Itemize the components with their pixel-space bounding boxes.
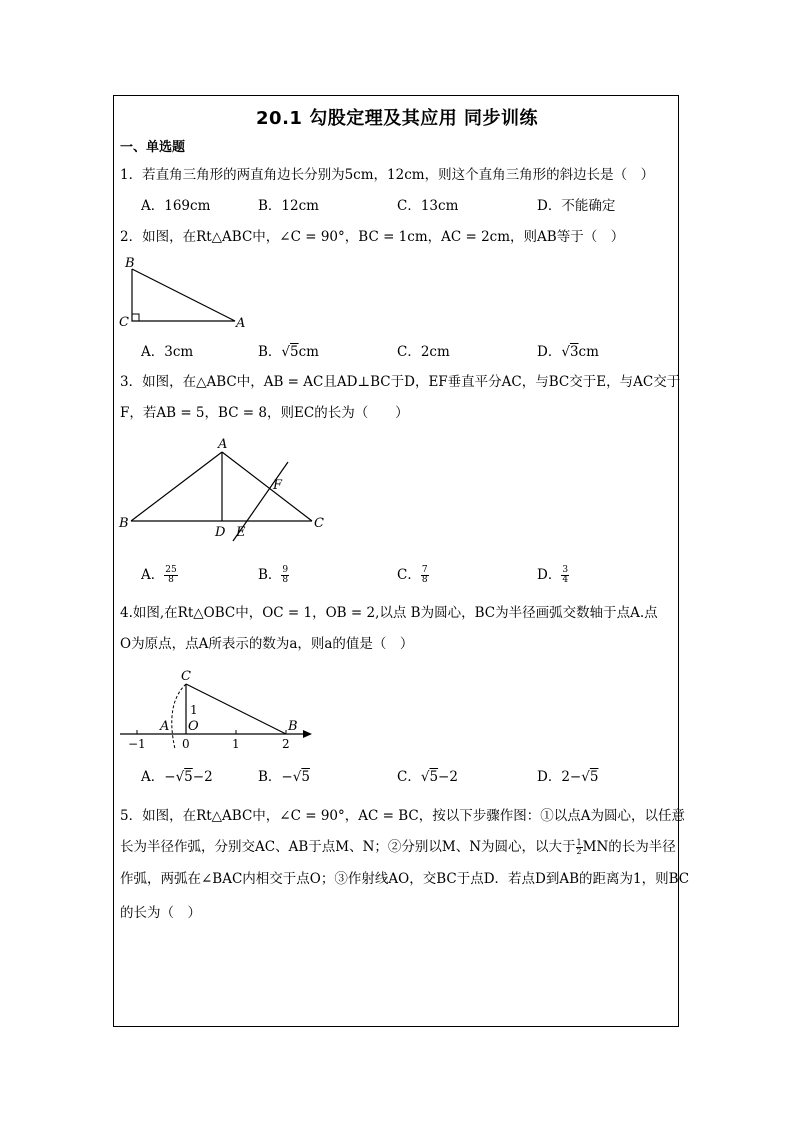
question-4-line-1: 4.如图,在Rt△OBC中，OC = 1，OB = 2,以点 B为圆心，BC为半径画弧交数轴于点A.点 (120, 605, 658, 621)
question-1-text: 1．若直角三角形的两直角边长分别为5cm，12cm，则这个直角三角形的斜边长是（ ） (120, 167, 655, 183)
question-3-line-1: 3．如图，在△ABC中，AB = AC且AD⊥BC于D，EF垂直平分AC，与BC交于E，与AC交于 (120, 374, 681, 390)
question-5-line-1: 5．如图，在Rt△ABC中，∠C = 90°，AC = BC，按以下步骤作图：①以点A为圆心，以任意 (120, 808, 685, 824)
question-5-line-2: 长为半径作弧，分别交AC、AB于点M、N；②分别以M、N为圆心，以大于 $\frac{1}{2}$ MN的长为半径 (120, 838, 676, 856)
q3-option-c: C． $\frac{7}{8}$ (397, 565, 428, 585)
q4-tick-1: 1 (232, 737, 240, 751)
q4-label-one: 1 (190, 703, 198, 717)
q4-label-o: O (188, 719, 199, 734)
q4-tick-2: 2 (282, 737, 290, 751)
question-5-line-3: 作弧，两弧在∠BAC内相交于点O；③作射线AO，交BC于点D．若点D到AB的距离为1，则BC (120, 871, 690, 887)
page-title: 20.1 勾股定理及其应用 同步训练 (256, 108, 538, 129)
q1-option-d: D．不能确定 (537, 198, 616, 214)
q4-tick-minus-1: −1 (128, 737, 146, 751)
q1-option-a: A．169cm (141, 198, 211, 214)
q2-option-b: B．√5cm (258, 344, 319, 360)
q3-option-b: B． $\frac{9}{8}$ (258, 565, 289, 585)
q1-option-c: C．13cm (397, 198, 459, 214)
q4-label-c: C (181, 669, 191, 684)
q2-option-c: C．2cm (397, 344, 450, 360)
q3-label-e: E (236, 525, 246, 540)
q3-option-d: D． $\frac{3}{4}$ (537, 565, 569, 585)
q3-label-d: D (215, 525, 226, 540)
q4-label-b: B (288, 719, 298, 734)
q4-option-c: C．√5−2 (397, 769, 458, 785)
q3-triangle-figure (115, 432, 335, 547)
q2-label-b: B (125, 256, 135, 271)
q4-number-line-figure (115, 664, 320, 754)
q2-option-d: D．√3cm (537, 344, 599, 360)
question-5-line-4: 的长为（ ） (120, 905, 201, 921)
q4-label-a: A (160, 719, 170, 734)
q2-option-a: A．3cm (141, 344, 194, 360)
question-2-text: 2．如图，在Rt△ABC中，∠C = 90°，BC = 1cm，AC = 2cm，则AB等于（ ） (120, 229, 625, 245)
q3-label-c: C (314, 516, 324, 531)
q2-label-c: C (119, 315, 129, 330)
q3-label-b: B (119, 516, 129, 531)
section-heading: 一、单选题 (120, 140, 186, 155)
q3-label-f: F (273, 478, 283, 493)
q4-option-d: D．2−√5 (537, 769, 599, 785)
q4-option-a: A．−√5−2 (141, 769, 213, 785)
q3-option-a: A． $\frac{25}{8}$ (141, 565, 177, 585)
question-4-line-2: O为原点，点A所表示的数为a，则a的值是（ ） (120, 636, 414, 652)
question-3-line-2: F，若AB = 5，BC = 8，则EC的长为（ ） (120, 405, 409, 421)
q1-option-b: B．12cm (258, 198, 319, 214)
q4-option-b: B．−√5 (258, 769, 310, 785)
q2-triangle-figure (115, 255, 255, 330)
q2-label-a: A (236, 316, 246, 330)
q3-label-a: A (218, 437, 228, 452)
q4-tick-0: 0 (182, 737, 190, 751)
